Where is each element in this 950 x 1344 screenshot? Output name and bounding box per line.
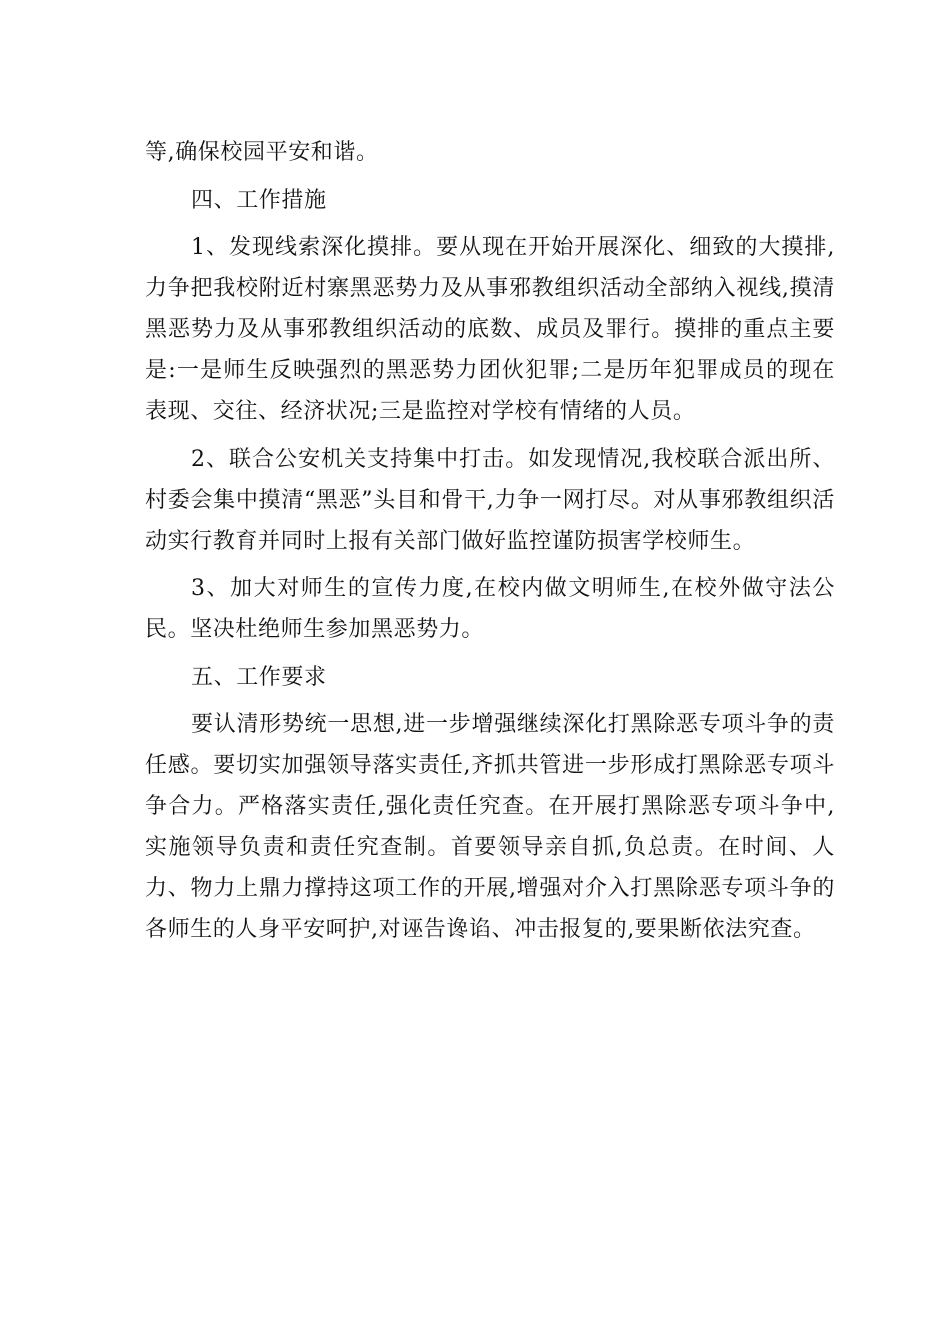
section-heading-work-measures: 四、工作措施	[191, 187, 327, 213]
section-heading-work-requirements: 五、工作要求	[191, 664, 327, 690]
paragraph-measure-3: 3、加大对师生的宣传力度,在校内做文明师生,在校外做守法公民。坚决杜绝师生参加黑恶势力。	[145, 576, 835, 642]
paragraph-requirements: 要认清形势统一思想,进一步增强继续深化打黑除恶专项斗争的责任感。要切实加强领导落实责任,齐抓共管进一步形成打黑除恶专项斗争合力。严格落实责任,强化责任究查。在开展打黑除恶专项斗争中,实施领导负责和责任究查制。首要领导亲自抓,负总责。在时间、人力、物力上鼎力撑持这项工作的开展,增强对介入打黑除恶专项斗争的各师生的人身平安呵护,对诬告谗谄、冲击报复的,要果断依法究查。	[145, 712, 835, 942]
paragraph-continuation: 等,确保校园平安和谐。	[145, 140, 379, 165]
paragraph-measure-1: 1、发现线索深化摸排。要从现在开始开展深化、细致的大摸排,力争把我校附近村寨黑恶势力及从事邪教组织活动全部纳入视线,摸清黑恶势力及从事邪教组织活动的底数、成员及罪行。摸排的重点主要是:一是师生反映强烈的黑恶势力团伙犯罪;二是历年犯罪成员的现在表现、交往、经济状况;三是监控对学校有情绪的人员。	[145, 235, 835, 424]
paragraph-measure-2: 2、联合公安机关支持集中打击。如发现情况,我校联合派出所、村委会集中摸清“黑恶”头目和骨干,力争一网打尽。对从事邪教组织活动实行教育并同时上报有关部门做好监控谨防损害学校师生。	[145, 446, 835, 554]
document-body	[145, 132, 835, 957]
